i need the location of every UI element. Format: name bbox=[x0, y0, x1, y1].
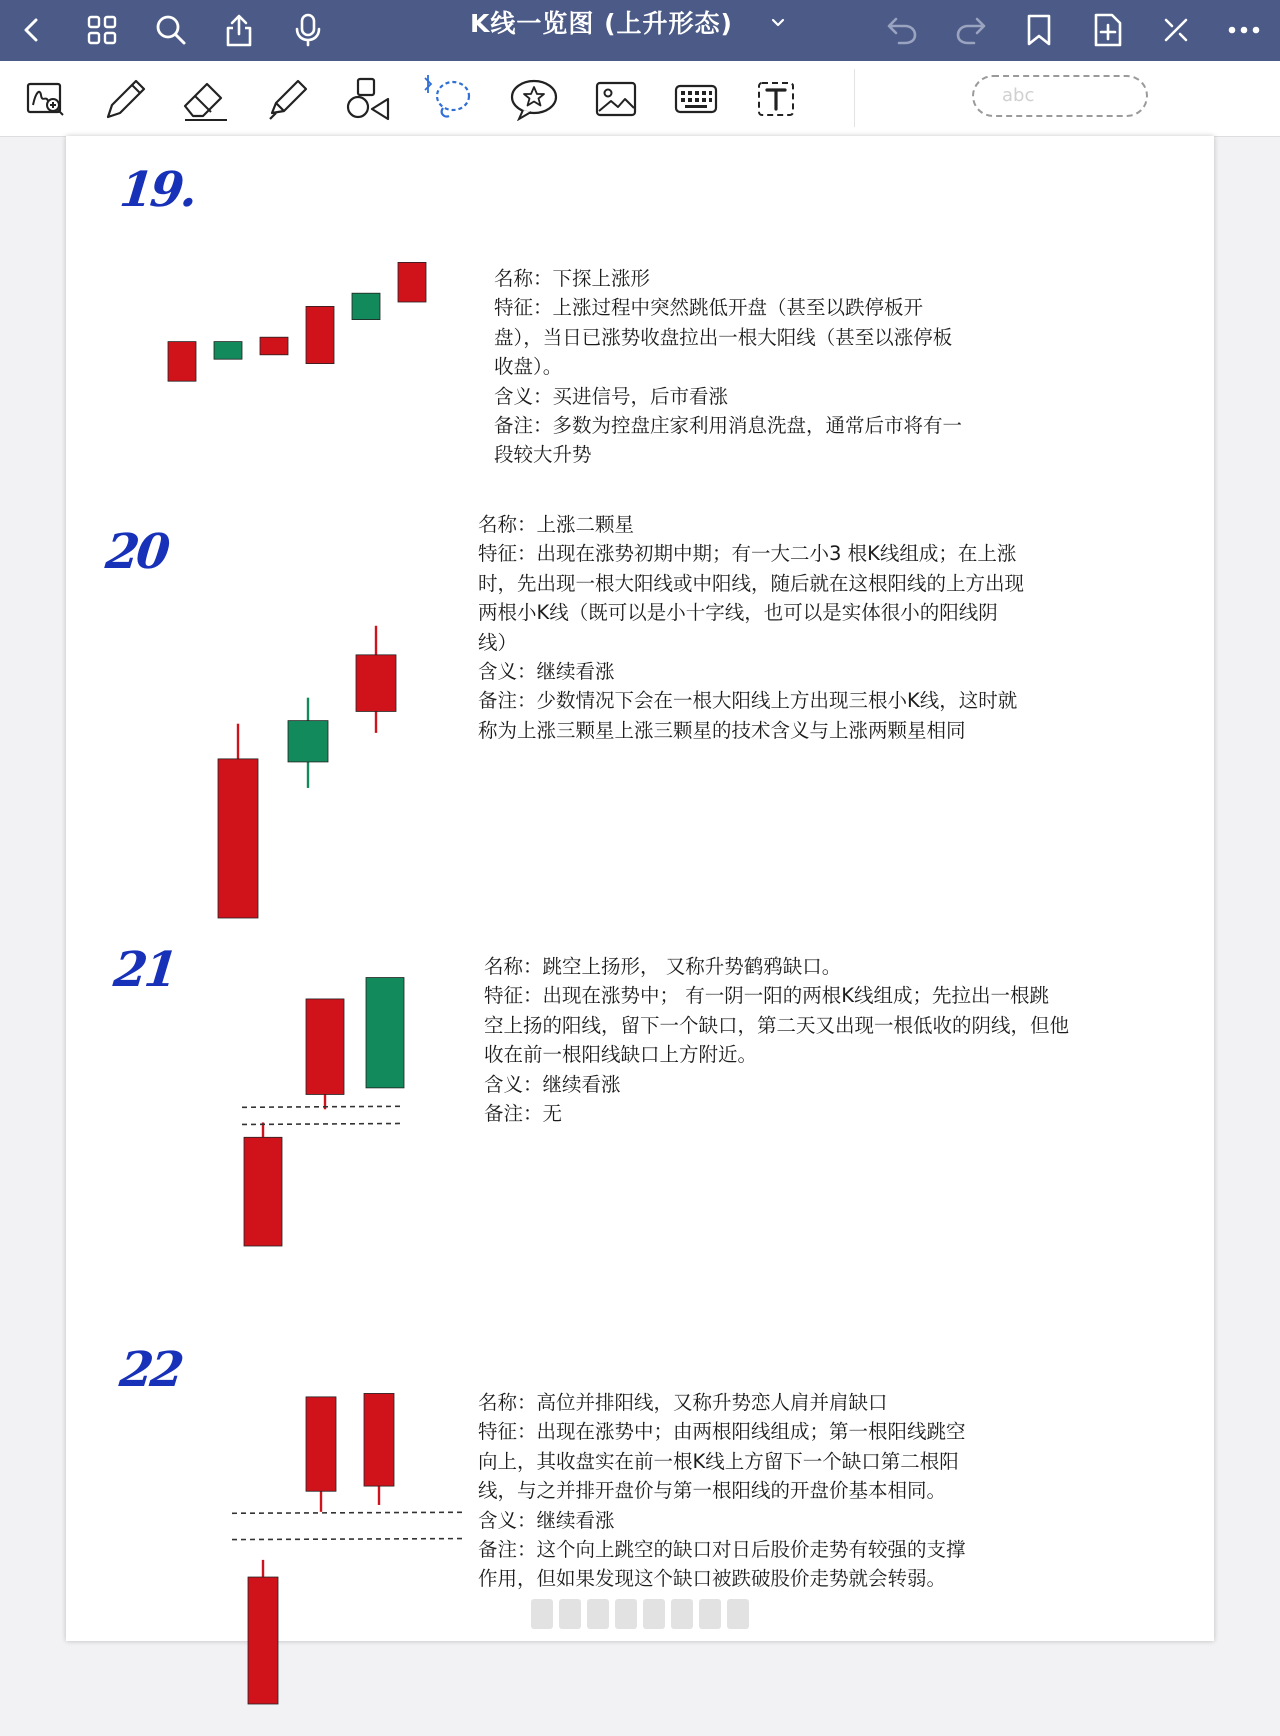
bullish-candle bbox=[364, 1393, 394, 1486]
name-line: 名称：跳空上扬形， 又称升势鹤鸦缺口。 bbox=[484, 955, 842, 978]
toolbar-divider bbox=[854, 69, 855, 127]
eraser-tool[interactable] bbox=[178, 71, 234, 127]
shapes-tool[interactable] bbox=[340, 71, 396, 127]
document-title[interactable]: K线一览图 (上升形态) bbox=[470, 9, 733, 38]
thumbnails-button[interactable] bbox=[80, 8, 124, 52]
name-line: 名称：上涨二颗星 bbox=[478, 513, 635, 536]
pattern-description bbox=[484, 952, 1069, 1128]
pen-preview[interactable]: abc bbox=[972, 75, 1148, 117]
highlighter-tool[interactable] bbox=[260, 71, 316, 127]
feature-line: 特征：出现在涨势中；由两根阳线组成；第一根阳线跳空 bbox=[478, 1420, 966, 1444]
zoom-lasso-tool[interactable] bbox=[18, 71, 74, 127]
text-box-icon bbox=[755, 79, 797, 119]
candlestick-chart bbox=[216, 956, 456, 1276]
pattern-number: 19. bbox=[117, 162, 198, 218]
sticker-icon bbox=[509, 77, 559, 121]
undo-button[interactable] bbox=[880, 8, 924, 52]
chevron-down-icon bbox=[770, 14, 786, 30]
bearish-candle bbox=[352, 293, 380, 319]
candlestick-chart bbox=[152, 244, 412, 434]
feature-line: 两根小K线（既可以是小十字线，也可以是实体很小的阳线阴 bbox=[478, 601, 998, 625]
gap-line bbox=[232, 1539, 464, 1540]
note-line: 备注：这个向上跳空的缺口对日后股价走势有较强的支撑 bbox=[478, 1538, 966, 1562]
bookmark-icon bbox=[1026, 13, 1052, 47]
share-icon bbox=[223, 13, 255, 47]
note-line: 备注：多数为控盘庄家利用消息洗盘，通常后市将有一 bbox=[494, 414, 963, 438]
bullish-candle bbox=[306, 999, 344, 1095]
drawing-toolbar bbox=[0, 61, 1280, 137]
bearish-candle bbox=[288, 721, 328, 762]
name-line: 名称：高位并排阳线，又称升势恋人肩并肩缺口 bbox=[478, 1391, 888, 1414]
keyboard-tool[interactable] bbox=[668, 71, 724, 127]
feature-line: 收盘）。 bbox=[494, 355, 563, 379]
redo-icon bbox=[954, 15, 988, 45]
bullish-candle bbox=[260, 337, 288, 355]
eraser-icon bbox=[181, 76, 231, 122]
search-icon bbox=[155, 14, 187, 46]
add-page-button[interactable] bbox=[1086, 8, 1130, 52]
lasso-tool[interactable] bbox=[420, 71, 476, 127]
feature-line: 线） bbox=[478, 630, 518, 654]
bearish-candle bbox=[366, 978, 404, 1088]
top-bar bbox=[0, 0, 1280, 61]
image-tool[interactable] bbox=[588, 71, 644, 127]
lasso-icon bbox=[421, 74, 475, 124]
note-line: 备注：无 bbox=[484, 1102, 563, 1126]
note-line: 备注：少数情况下会在一根大阳线上方出现三根小K线，这时就 bbox=[478, 689, 1018, 713]
text-tool[interactable] bbox=[748, 71, 804, 127]
feature-line: 特征：出现在涨势初期中期；有一大二小3 根K线组成；在上涨 bbox=[478, 542, 1017, 566]
candlestick-chart bbox=[176, 600, 446, 950]
note-line: 段较大升势 bbox=[494, 443, 592, 467]
feature-line: 盘），当日已涨势收盘拉出一根大阳线（甚至以涨停板 bbox=[494, 325, 953, 349]
title-menu-button[interactable] bbox=[770, 14, 786, 34]
bullish-candle bbox=[306, 1397, 336, 1491]
bullish-candle bbox=[306, 306, 334, 363]
pattern-description bbox=[478, 1388, 966, 1594]
pen-icon bbox=[102, 75, 150, 123]
image-icon bbox=[594, 80, 638, 118]
bullish-candle bbox=[356, 655, 396, 712]
bookmark-button[interactable] bbox=[1017, 8, 1061, 52]
shapes-icon bbox=[344, 75, 392, 123]
watermark bbox=[520, 1592, 760, 1636]
dictation-button[interactable] bbox=[286, 8, 330, 52]
feature-line: 时，先出现一根大阳线或中阳线，随后就在这根阳线的上方出现 bbox=[478, 571, 1025, 595]
search-button[interactable] bbox=[149, 8, 193, 52]
redo-button[interactable] bbox=[949, 8, 993, 52]
bullish-candle bbox=[398, 262, 426, 302]
meaning-line: 含义：继续看涨 bbox=[478, 660, 615, 684]
chevron-left-icon bbox=[18, 16, 46, 44]
zoom-lasso-icon bbox=[26, 81, 66, 117]
gap-line bbox=[242, 1123, 402, 1124]
pattern-number: 21 bbox=[111, 942, 178, 998]
highlighter-icon bbox=[264, 75, 312, 123]
sticker-tool[interactable] bbox=[506, 71, 562, 127]
name-line: 名称：下探上涨形 bbox=[494, 267, 651, 290]
keyboard-icon bbox=[674, 84, 718, 114]
bullish-candle bbox=[168, 342, 196, 382]
undo-icon bbox=[885, 15, 919, 45]
microphone-icon bbox=[294, 13, 322, 47]
grid-icon bbox=[86, 14, 118, 46]
toggle-toolbar-button[interactable] bbox=[1154, 8, 1198, 52]
feature-line: 向上，其收盘实在前一根K线上方留下一个缺口第二根阳 bbox=[478, 1449, 959, 1473]
feature-line: 特征：出现在涨势中； 有一阴一阳的两根K线组成；先拉出一根跳 bbox=[484, 984, 1049, 1008]
note-page[interactable] bbox=[66, 136, 1214, 1641]
meaning-line: 含义：买进信号，后市看涨 bbox=[494, 384, 729, 408]
pencil-close-icon bbox=[1161, 15, 1191, 45]
pattern-description bbox=[478, 510, 1024, 745]
feature-line: 空上扬的阳线，留下一个缺口，第二天又出现一根低收的阴线，但他 bbox=[484, 1013, 1070, 1037]
more-button[interactable] bbox=[1222, 8, 1266, 52]
pattern-number: 20 bbox=[103, 524, 170, 580]
bullish-candle bbox=[244, 1137, 282, 1246]
gap-line bbox=[232, 1512, 464, 1513]
meaning-line: 含义：继续看涨 bbox=[484, 1072, 621, 1096]
back-button[interactable] bbox=[10, 8, 54, 52]
note-line: 作用，但如果发现这个缺口被跌破股价走势就会转弱。 bbox=[478, 1567, 947, 1591]
feature-line: 线，与之并排开盘价与第一根阳线的开盘价基本相同。 bbox=[478, 1479, 947, 1503]
gap-line bbox=[242, 1106, 402, 1107]
add-page-icon bbox=[1093, 12, 1123, 48]
bearish-candle bbox=[214, 342, 242, 360]
pen-tool[interactable] bbox=[98, 71, 154, 127]
meaning-line: 含义：继续看涨 bbox=[478, 1508, 615, 1532]
pattern-description bbox=[494, 264, 962, 470]
bullish-candle bbox=[218, 759, 258, 918]
feature-line: 特征：上涨过程中突然跳低开盘（甚至以跌停板开 bbox=[494, 296, 924, 320]
feature-line: 收在前一根阳线缺口上方附近。 bbox=[484, 1043, 758, 1067]
note-line: 称为上涨三颗星上涨三颗星的技术含义与上涨两颗星相同 bbox=[478, 718, 966, 742]
pattern-number: 22 bbox=[117, 1342, 184, 1398]
more-icon bbox=[1227, 25, 1261, 35]
candlestick-chart bbox=[216, 1366, 476, 1736]
share-button[interactable] bbox=[217, 8, 261, 52]
